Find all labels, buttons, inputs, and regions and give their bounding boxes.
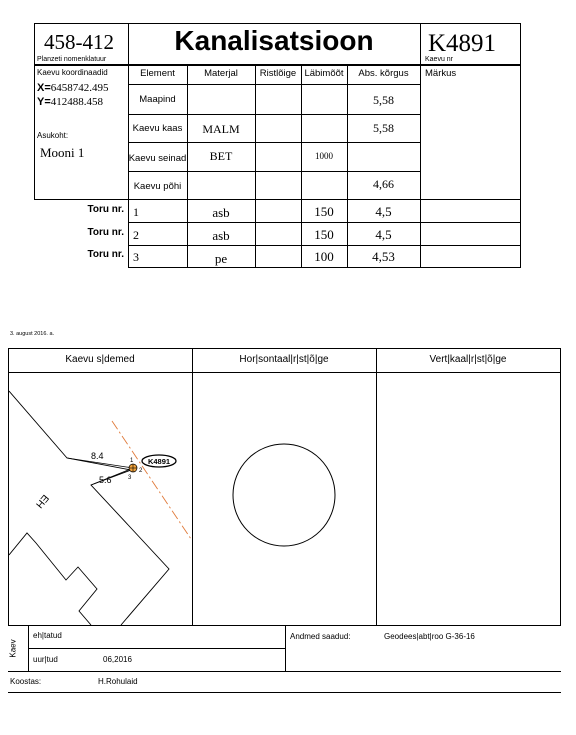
col-ristloige: Ristlõige <box>259 68 297 79</box>
distance-label: 8.4 <box>91 451 104 461</box>
pipe-labimoot: 100 <box>314 249 334 264</box>
pipe-line <box>112 421 191 539</box>
well-number-label: Kaevu nr <box>425 56 454 63</box>
row-materjal: MALM <box>202 122 240 136</box>
pipe-label: Toru nr. <box>87 249 124 260</box>
footer-side-label: Kaev <box>8 639 18 658</box>
pipe-label: Toru nr. <box>87 204 124 215</box>
footer-source-label: Andmed saadud: <box>290 632 351 641</box>
row-korgus: 4,66 <box>373 177 394 191</box>
coord-y-value: 412488.458 <box>50 96 104 108</box>
coord-y-label: Y= <box>37 96 51 108</box>
panel-title-horizontal: Hor|sontaal|r|st|õ|ge <box>239 354 329 365</box>
pipe-korgus: 4,53 <box>372 249 395 264</box>
well-marker <box>129 464 137 472</box>
row-element: Maapind <box>139 94 176 105</box>
distance-label: 5.6 <box>99 475 112 485</box>
sketch-well-label: K4891 <box>147 457 171 466</box>
page-title: Kanalisatsioon <box>174 25 374 56</box>
row-materjal: BET <box>209 149 233 163</box>
planzett-label: Planzeti nomenklatuur <box>37 56 107 63</box>
pipe-korgus: 4,5 <box>375 227 392 242</box>
footer-author-value: H.Rohulaid <box>98 677 138 686</box>
plan-sketch <box>9 373 192 625</box>
footer-author-label: Koostas: <box>10 677 42 686</box>
pipe-materjal: pe <box>214 251 228 266</box>
col-korgus: Abs. kõrgus <box>358 68 409 79</box>
row-element: Kaevu seinad <box>128 153 187 164</box>
horizontal-section <box>193 373 376 625</box>
col-markus: Märkus <box>425 68 457 79</box>
pipe-number-label: 2 <box>139 468 143 474</box>
row-korgus: 5,58 <box>373 121 394 135</box>
col-materjal: Materjal <box>204 68 238 79</box>
building-label: EH <box>33 492 51 510</box>
coord-x-value: 6458742.495 <box>50 82 109 94</box>
panel-title-plan: Kaevu s|demed <box>65 354 135 365</box>
pipe-materjal: asb <box>212 205 230 220</box>
footer-source-value: Geodees|abt|roo G-36-16 <box>384 632 475 641</box>
building-outline <box>9 391 169 625</box>
coord-y <box>37 96 103 108</box>
coord-x <box>37 82 109 94</box>
dimension-line <box>91 468 133 485</box>
pipe-nr: 2 <box>133 228 139 242</box>
pipe-labimoot: 150 <box>314 204 334 219</box>
document-date: 3. august 2016. a. <box>10 331 55 337</box>
planzett-code: 458-412 <box>44 30 114 54</box>
pipe-number-label: 3 <box>128 475 132 481</box>
pipe-labimoot: 150 <box>314 227 334 242</box>
col-element: Element <box>140 68 175 79</box>
pipe-label: Toru nr. <box>87 227 124 238</box>
coord-x-label: X= <box>37 82 51 94</box>
well-number: K4891 <box>428 30 497 57</box>
footer-built-label: eh|tatud <box>33 631 62 640</box>
pipe-nr: 1 <box>133 205 139 219</box>
row-labimoot: 1000 <box>315 151 333 161</box>
pipe-number-label: 1 <box>130 458 134 464</box>
footer-surveyed-value: 06,2016 <box>103 655 132 664</box>
col-labimoot: Läbimõõt <box>304 68 344 79</box>
coords-label: Kaevu koordinaadid <box>37 68 108 77</box>
footer-surveyed-label: uur|tud <box>33 655 58 664</box>
panel-title-vertical: Vert|kaal|r|st|õ|ge <box>429 354 507 365</box>
location-value: Mooni 1 <box>40 145 85 160</box>
row-korgus: 5,58 <box>373 93 394 107</box>
row-element: Kaevu kaas <box>132 123 183 134</box>
pipe-korgus: 4,5 <box>375 204 392 219</box>
row-element: Kaevu põhi <box>133 181 182 192</box>
well-cross-section-circle <box>233 444 335 546</box>
location-label: Asukoht: <box>37 131 69 140</box>
pipe-materjal: asb <box>212 228 230 243</box>
pipe-nr: 3 <box>133 250 139 264</box>
